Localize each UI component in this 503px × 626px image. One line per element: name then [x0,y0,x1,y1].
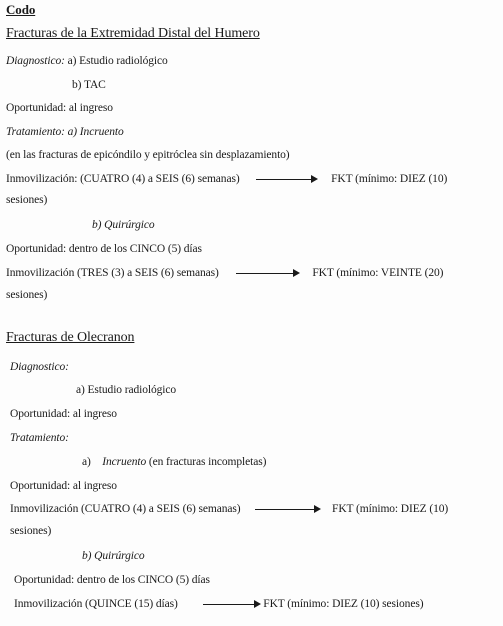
tratamiento-label: Tratamiento: [6,126,65,138]
inmovilizacion-text: Inmovilización: (CUATRO (4) a SEIS (6) semanas) [6,173,240,185]
right-arrow-icon [255,504,321,514]
tratamiento-a: Incruento [102,456,147,468]
document-title: Codo [6,2,36,17]
tratamiento-b: b) Quirúrgico [92,219,155,231]
right-arrow-icon [203,599,261,609]
oportunidad-row: Oportunidad: al ingreso [10,408,117,420]
tratamiento-b: b) Quirúrgico [82,550,145,562]
inmovilizacion-row-2 [6,266,443,280]
tratamiento-row-1 [6,125,124,139]
right-arrow-icon [256,174,318,184]
diagnostico-row-1 [6,54,168,68]
sesiones-row: sesiones) [6,194,48,206]
section-heading-olecranon: Fracturas de Olecranon [6,330,135,345]
sesiones-row: sesiones) [6,289,48,301]
oportunidad-row: Oportunidad: dentro de los CINCO (5) días [14,574,210,586]
inmovilizacion-text: Inmovilización (CUATRO (4) a SEIS (6) semanas) [10,503,241,515]
inmovilizacion-row-1 [6,172,447,186]
fkt-text: FKT (mínimo: DIEZ (10) [332,503,449,515]
right-arrow-icon [236,268,300,278]
oportunidad-row: Oportunidad: dentro de los CINCO (5) días [6,243,202,255]
section-heading-humero: Fracturas de la Extremidad Distal del Humero [6,26,260,41]
fkt-text: FKT (mínimo: DIEZ (10) sesiones) [263,598,424,610]
diagnostico-label: Diagnostico: [10,361,69,373]
tratamiento-row-a [82,455,266,469]
tratamiento-note: (en las fracturas de epicóndilo y epitróclea sin desplazamiento) [6,149,290,161]
inmovilizacion-text: Inmovilización (QUINCE (15) días) [14,598,178,610]
tratamiento-label: Tratamiento: [10,432,69,444]
fkt-text: FKT (mínimo: VEINTE (20) [312,267,444,279]
inmovilizacion-row-2 [14,597,423,611]
fkt-text: FKT (mínimo: DIEZ (10) [331,173,448,185]
diagnostico-a: a) Estudio radiológico [76,384,176,396]
oportunidad-row: Oportunidad: al ingreso [10,480,117,492]
tratamiento-note: (en fracturas incompletas) [148,456,267,468]
diagnostico-label: Diagnostico: [6,55,65,67]
diagnostico-b: b) TAC [72,79,106,91]
sesiones-row: sesiones) [10,525,52,537]
inmovilizacion-row-1 [10,502,448,516]
diagnostico-a: a) Estudio radiológico [67,55,168,67]
oportunidad-row: Oportunidad: al ingreso [6,102,113,114]
tratamiento-a-prefix: a) [82,456,91,468]
tratamiento-a: a) Incruento [67,126,124,138]
inmovilizacion-text: Inmovilización (TRES (3) a SEIS (6) semanas) [6,267,219,279]
